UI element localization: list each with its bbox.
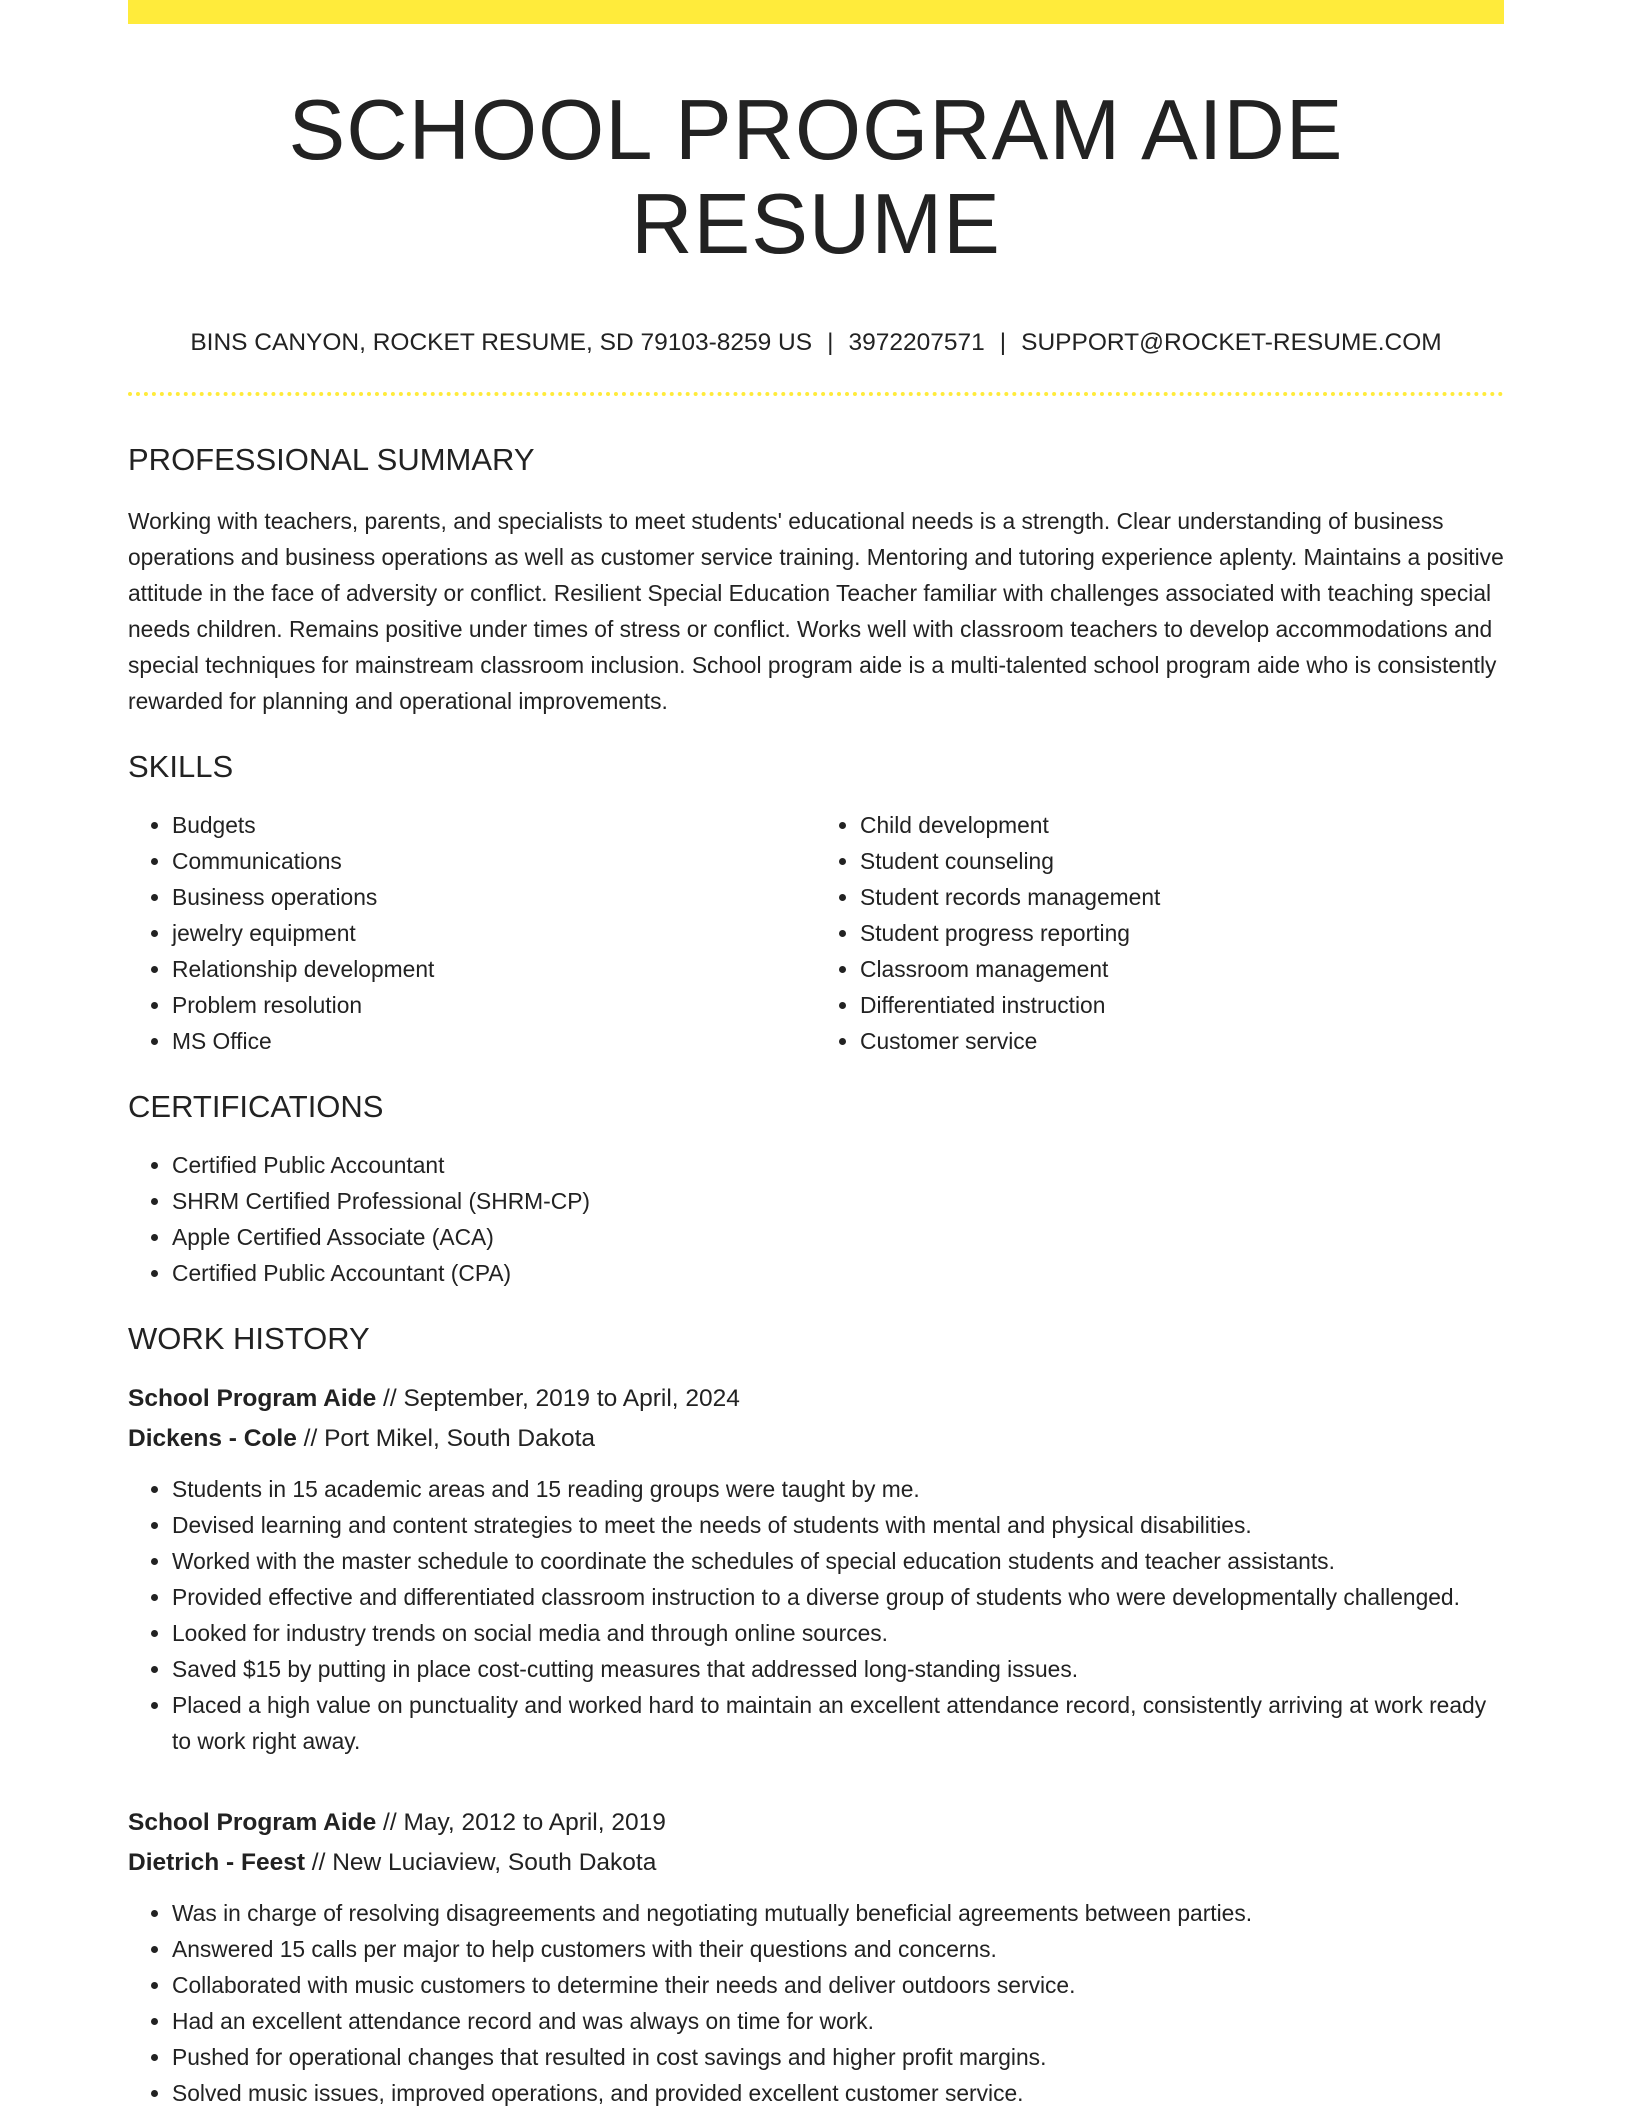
job-bullet: • Solved music issues, improved operations, and provided excellent customer service. <box>172 2075 1504 2111</box>
skill-item: • Business operations <box>172 879 816 915</box>
job-bullet: • Answered 15 calls per major to help customers with their questions and concerns. <box>172 1931 1504 1967</box>
skill-item: • Customer service <box>860 1023 1504 1059</box>
job-bullet: • Pushed for operational changes that resulted in cost savings and higher profit margins. <box>172 2039 1504 2075</box>
job-company-line <box>128 1419 1504 1459</box>
job-bullet: • Looked for industry trends on social media and through online sources. <box>172 1615 1504 1651</box>
job-entry <box>128 1803 1504 2111</box>
contact-line <box>128 329 1504 357</box>
contact-address: BINS CANYON, ROCKET RESUME, SD 79103-8259 US <box>190 329 813 356</box>
skill-item: • Problem resolution <box>172 987 816 1023</box>
job-bullet: • Placed a high value on punctuality and worked hard to maintain an excellent attendance record, consistently arriving at work ready to work right away. <box>172 1687 1504 1759</box>
job-company: Dietrich - Feest <box>128 1849 305 1876</box>
job-title-line <box>128 1379 1504 1419</box>
contact-separator: | <box>827 329 834 356</box>
skill-item: • MS Office <box>172 1023 816 1059</box>
skill-item: • jewelry equipment <box>172 915 816 951</box>
certification-item: • Apple Certified Associate (ACA) <box>172 1219 1504 1255</box>
skill-item: • Student records management <box>860 879 1504 915</box>
certification-item: • SHRM Certified Professional (SHRM-CP) <box>172 1183 1504 1219</box>
skills-left-list <box>128 807 816 1059</box>
job-title-line <box>128 1803 1504 1843</box>
job-title: School Program Aide <box>128 1385 377 1412</box>
job-title: School Program Aide <box>128 1809 377 1836</box>
job-dates: // September, 2019 to April, 2024 <box>376 1385 740 1412</box>
skill-item: • Student counseling <box>860 843 1504 879</box>
job-bullet: • Collaborated with music customers to determine their needs and deliver outdoors service. <box>172 1967 1504 2003</box>
resume-title: SCHOOL PROGRAM AIDE RESUME <box>288 83 1344 272</box>
certifications-list <box>128 1147 1504 1291</box>
skills-right-list <box>816 807 1504 1059</box>
skill-item: • Budgets <box>172 807 816 843</box>
contact-separator: | <box>999 329 1007 356</box>
skill-item: • Communications <box>172 843 816 879</box>
certification-item: • Certified Public Accountant (CPA) <box>172 1255 1504 1291</box>
job-company: Dickens - Cole <box>128 1425 297 1452</box>
certification-item: • Certified Public Accountant <box>172 1147 1504 1183</box>
job-location: // Port Mikel, South Dakota <box>296 1425 596 1452</box>
work-history-heading: WORK HISTORY <box>128 1321 370 1356</box>
certifications-heading: CERTIFICATIONS <box>128 1089 384 1124</box>
skill-item: • Classroom management <box>860 951 1504 987</box>
job-bullet: • Saved $15 by putting in place cost-cutting measures that addressed long-standing issues. <box>172 1651 1504 1687</box>
job-dates: // May, 2012 to April, 2019 <box>376 1809 666 1836</box>
skills-heading: SKILLS <box>128 749 234 784</box>
summary-text: Working with teachers, parents, and specialists to meet students' educational needs is a strength. Clear understanding of business operations and business operations as well as customer service training. Mentoring and tutoring experience aplenty. Maintains a positive attitude in the face of adversity or conflict. Resilient Special Education Teacher familiar with challenges associated with teaching special needs children. Remains positive under times of stress or conflict. Works well with classroom teachers to develop accommodations and special techniques for mainstream classroom inclusion. School program aide is a multi-talented school program aide who is consistently rewarded for planning and operational improvements. <box>128 508 1504 714</box>
job-bullet: • Devised learning and content strategies to meet the needs of students with mental and physical disabilities. <box>172 1507 1504 1543</box>
top-accent-bar <box>128 0 1504 24</box>
resume-page <box>128 0 1504 2111</box>
skill-item: • Differentiated instruction <box>860 987 1504 1023</box>
job-bullets <box>128 1895 1504 2111</box>
skill-item: • Child development <box>860 807 1504 843</box>
skill-item: • Relationship development <box>172 951 816 987</box>
job-bullet: • Worked with the master schedule to coordinate the schedules of special education students and teacher assistants. <box>172 1543 1504 1579</box>
job-bullet: • Had an excellent attendance record and was always on time for work. <box>172 2003 1504 2039</box>
job-bullet: • Students in 15 academic areas and 15 reading groups were taught by me. <box>172 1471 1504 1507</box>
job-bullets <box>128 1471 1504 1759</box>
job-location: // New Luciaview, South Dakota <box>305 1849 657 1876</box>
skill-item: • Student progress reporting <box>860 915 1504 951</box>
skills-columns <box>128 807 1504 1059</box>
job-company-line <box>128 1843 1504 1883</box>
contact-phone: 3972207571 <box>848 329 985 356</box>
contact-email[interactable]: SUPPORT@ROCKET-RESUME.COM <box>1021 329 1442 356</box>
header-divider <box>128 392 1504 396</box>
job-bullet: • Was in charge of resolving disagreements and negotiating mutually beneficial agreements between parties. <box>172 1895 1504 1931</box>
summary-heading: PROFESSIONAL SUMMARY <box>128 442 535 477</box>
job-entry <box>128 1379 1504 1759</box>
job-bullet: • Provided effective and differentiated classroom instruction to a diverse group of students who were developmentally challenged. <box>172 1579 1504 1615</box>
